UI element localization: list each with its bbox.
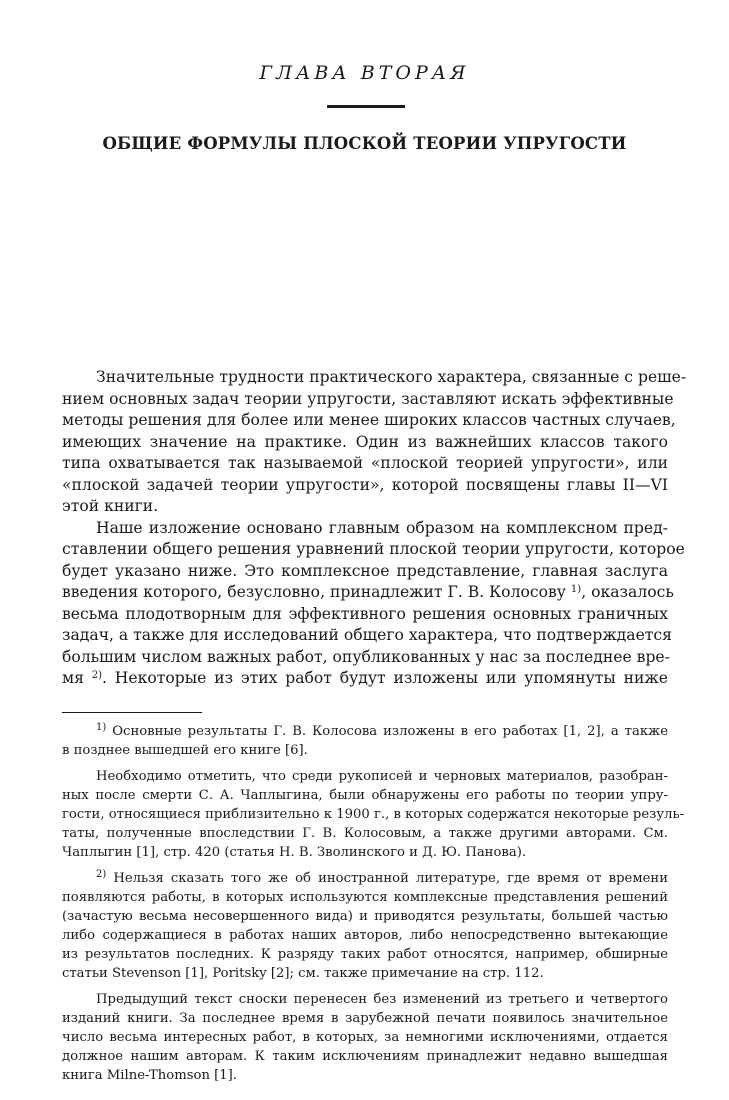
- text-line: имеющих значение на практике. Один из важнейших классов такого: [62, 432, 668, 451]
- footnote-line: таты, полученные впоследствии Г. В. Колосовым, а также другими авторами. См.: [62, 826, 668, 841]
- footnote-line: Предыдущий текст сноски перенесен без изменений из третьего и четвертого: [96, 992, 668, 1007]
- line-text: , оказалось: [581, 583, 674, 601]
- text-line: [62, 582, 674, 604]
- footnote-line: Чаплыгин [1], стр. 420 (статья Н. В. Зволинского и Д. Ю. Панова).: [62, 845, 527, 860]
- text-line: задач, а также для исследований общего характера, что подтверждается: [62, 626, 673, 644]
- footnote-line: либо содержащиеся в работах наших авторов, либо непосредственно вытекающие: [62, 928, 668, 943]
- footnote-ref-1[interactable]: 1): [570, 584, 582, 595]
- text-line: типа охватывается так называемой «плоской теорией упругости», или: [62, 454, 668, 472]
- footnotes: [62, 722, 685, 1085]
- line-text: Некоторые из этих работ будут изложены или упомянуты ниже: [114, 669, 668, 687]
- footnote-line: гости, относящиеся приблизительно к 1900 г., в которых содержатся некоторые резуль-: [62, 807, 685, 822]
- line-text: мя: [62, 669, 84, 687]
- footnote-line: книга Milne-Thomson [1].: [62, 1068, 238, 1083]
- chapter-label: ГЛАВА ВТОРАЯ: [259, 62, 470, 84]
- text-line: нием основных задач теории упругости, заставляют искать эффективные: [62, 389, 674, 408]
- footnote-line: изданий книги. За последнее время в зарубежной печати появилось значительное: [62, 1011, 668, 1026]
- text-line: большим числом важных работ, опубликованных у нас за последнее вре-: [62, 647, 670, 666]
- footnote-rule: [62, 712, 202, 713]
- footnote-ref-2[interactable]: 2): [91, 670, 103, 681]
- text-line: весьма плодотворным для эффективного решения основных граничных: [62, 604, 668, 623]
- footnote-line: Необходимо отметить, что среди рукописей и черновых материалов, разобран-: [96, 769, 668, 784]
- chapter-title: ОБЩИЕ ФОРМУЛЫ ПЛОСКОЙ ТЕОРИИ УПРУГОСТИ: [102, 134, 627, 153]
- line-text: .: [102, 669, 107, 687]
- line-text: введения которого, безусловно, принадлежит Г. В. Колосову: [62, 583, 566, 601]
- line-text: Нельзя сказать того же об иностранной литературе, где время от времени: [113, 871, 668, 886]
- footnote-line: появляются работы, в которых используются комплексные представления решений: [62, 890, 668, 905]
- main-text: [62, 367, 687, 690]
- paragraph-1: [62, 367, 687, 518]
- footnote-2: [62, 869, 668, 1085]
- footnote-line: (зачастую весьма несовершенного вида) и приводятся результаты, большей частью: [62, 909, 668, 924]
- text-line: этой книги.: [62, 497, 159, 515]
- footnote-line: [62, 722, 668, 741]
- footnote-mark-2: 2): [96, 869, 107, 880]
- footnote-line: из результатов последних. К разряду таких работ относятся, например, обширные: [62, 947, 668, 962]
- footnote-mark-1: 1): [96, 722, 107, 733]
- footnote-line: число весьма интересных работ, в которых, за немногими исключениями, отдается: [62, 1030, 668, 1045]
- text-line: [62, 668, 668, 690]
- text-line: ставлении общего решения уравнений плоской теории упругости, которое: [62, 540, 685, 558]
- footnote-1: [62, 722, 685, 862]
- text-line: будет указано ниже. Это комплексное представление, главная заслуга: [62, 561, 668, 580]
- footnote-line: в позднее вышедшей его книге [6].: [62, 743, 308, 758]
- footnote-line: [62, 869, 668, 888]
- title-rule: [327, 105, 405, 108]
- paragraph-2: [62, 518, 685, 690]
- footnote-line: должное нашим авторам. К таким исключениям принадлежит недавно вышедшая: [62, 1049, 668, 1064]
- footnote-line: ных после смерти С. А. Чаплыгина, были обнаружены его работы по теории упру-: [62, 788, 668, 803]
- text-line: «плоской задачей теории упругости», которой посвящены главы II—VI: [62, 475, 668, 494]
- text-line: методы решения для более или менее широких классов частных случаев,: [62, 411, 676, 429]
- text-line: Значительные трудности практического характера, связанные с реше-: [96, 368, 687, 386]
- line-text: Основные результаты Г. В. Колосова изложены в его работах [1, 2], а также: [112, 724, 668, 739]
- text-line: Наше изложение основано главным образом на комплексном пред-: [96, 518, 668, 537]
- footnote-line: статьи Stevenson [1], Poritsky [2]; см. также примечание на стр. 112.: [62, 966, 544, 981]
